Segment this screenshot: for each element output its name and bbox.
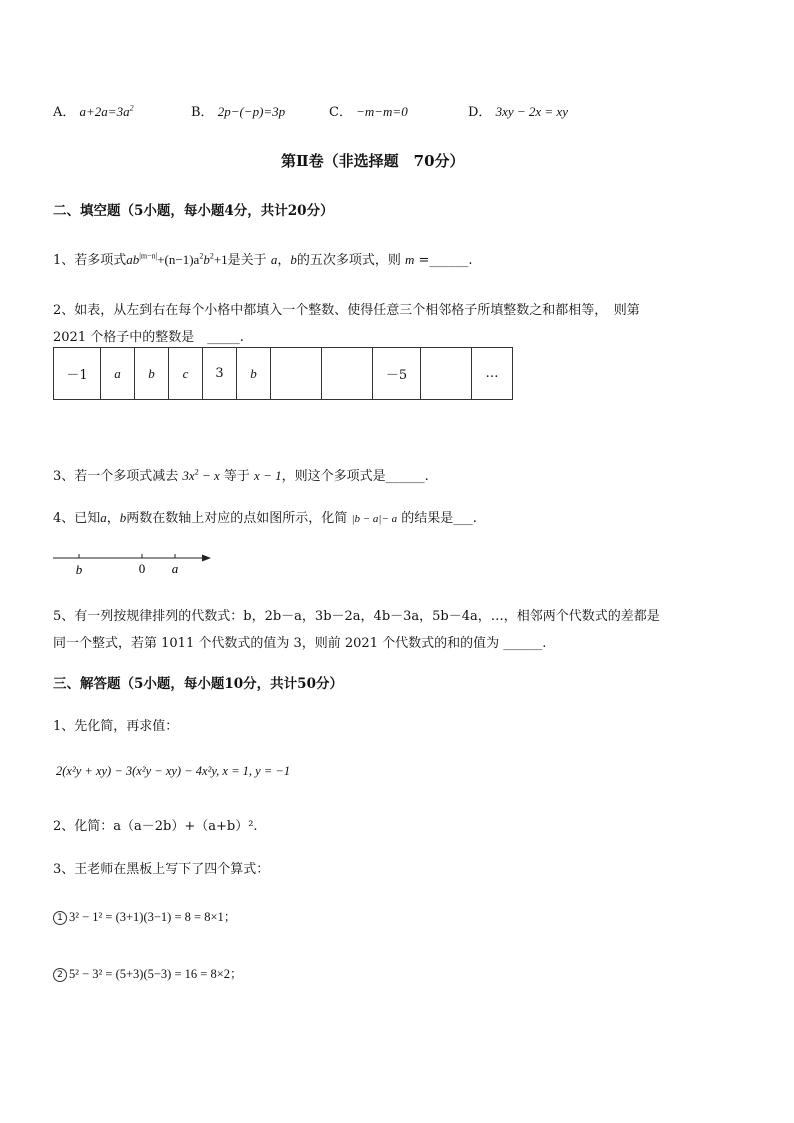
part-title: 第Ⅱ卷（非选择题 70分） <box>281 152 465 170</box>
s2-q1-var-m: m <box>404 252 415 267</box>
s2-q3-mid: 等于 <box>223 469 250 484</box>
s2-q3-expr1-tail: − x <box>198 468 220 483</box>
s2-q1-expr-a: ab <box>126 252 140 267</box>
s3-q3-item2-expr: 5² − 3² = (5+3)(5−3) = 16 = 8×2； <box>69 967 243 981</box>
s2-q3-suffix: ，则这个多项式是______. <box>281 469 429 484</box>
option-d-expr: 3xy − 2x = xy <box>495 104 568 119</box>
s2-q4-prefix: 4、已知 <box>53 511 101 526</box>
s2-q4-expr: |b − a|− a <box>351 513 398 525</box>
number-line-arrow <box>202 555 211 562</box>
option-b-label: B． <box>191 105 214 120</box>
section2-heading: 二、填空题（5小题，每小题4分，共计20分） <box>53 203 334 219</box>
s3-q1-expr: 2(x²y + xy) − 3(x²y − xy) − 4x²y, x = 1, y = −1 <box>56 764 291 778</box>
s2-q1-prefix: 1、若多项式 <box>53 253 127 268</box>
s2-q1-expr-b-mid: b <box>203 252 210 267</box>
option-d <box>468 101 568 120</box>
s2-q1-var-a: a <box>270 252 278 267</box>
s2-q1-expr-b: +(n−1)a <box>157 252 200 267</box>
s2-q1-suffix: 的五次多项式，则 <box>296 253 401 268</box>
grid-cell-2: a <box>101 348 135 400</box>
s2-q1-middle: 是关于 <box>227 253 267 268</box>
s2-q5-line2: 同一个整式，若第 1011 个代数式的值为 3，则前 2021 个代数式的和的值为 ______. <box>53 636 547 651</box>
option-c <box>329 101 408 120</box>
table-row <box>54 348 513 400</box>
s2-question-4 <box>53 507 477 526</box>
circled-number-1: 1 <box>53 911 67 925</box>
grid-cell-11: … <box>472 348 513 400</box>
s2-q3-expr2: x − 1 <box>254 468 282 483</box>
option-c-expr: −m−m=0 <box>356 104 408 119</box>
s3-q3-item-2 <box>53 964 243 982</box>
s2-question-3 <box>53 465 429 484</box>
s2-q1-expr-c: +1 <box>213 252 228 267</box>
label-b: b <box>75 562 83 577</box>
label-zero: 0 <box>138 561 146 576</box>
option-a-sup: 2 <box>129 103 134 113</box>
s3-q3-item-1 <box>53 907 236 925</box>
s2-q4-var-b: b <box>119 510 127 525</box>
grid-cell-7 <box>271 348 322 400</box>
s2-q4-mid2: 两数在数轴上对应的点如图所示，化简 <box>126 511 348 526</box>
grid-cell-8 <box>322 348 373 400</box>
grid-cell-1: －1 <box>54 348 101 400</box>
circled-number-2: 2 <box>53 968 67 982</box>
s3-q1-text: 1、先化简，再求值： <box>53 719 179 734</box>
grid-cell-5: 3 <box>203 348 237 400</box>
s2-q4-suffix: 的结果是___. <box>401 511 477 526</box>
grid-cell-4: c <box>169 348 203 400</box>
grid-cell-9: －5 <box>373 348 421 400</box>
s2-q1-tail: =______. <box>414 253 473 268</box>
s2-question-1 <box>53 249 473 268</box>
option-c-label: C． <box>329 105 352 120</box>
s2-q4-mid1: ， <box>106 511 120 526</box>
s2-q1-expr-b-sup1: 2 <box>199 251 204 261</box>
s2-q1-expr-b-sup2: 2 <box>209 251 214 261</box>
section3-heading: 三、解答题（5小题，每小题10分，共计50分） <box>53 676 343 692</box>
s2-q3-expr1: 3x <box>182 468 195 483</box>
number-line-figure <box>53 550 213 580</box>
option-a-expr: a+2a=3a <box>79 104 130 119</box>
grid-cell-3: b <box>135 348 169 400</box>
option-a <box>53 101 134 120</box>
s2-q5-line1: 5、有一列按规律排列的代数式：b，2b－a，3b－2a，4b－3a，5b－4a，…，相邻两个代数式的差都是 <box>53 609 660 624</box>
option-a-label: A． <box>53 105 76 120</box>
grid-cell-10 <box>421 348 472 400</box>
s3-q3-item1-expr: 3² − 1² = (3+1)(3−1) = 8 = 8×1； <box>69 910 237 924</box>
s2-q2-line2: 2021 个格子中的整数是 _____. <box>53 330 244 345</box>
s2-q1-var-b: b <box>290 252 297 267</box>
s2-q2-line1: 2、如表，从左到右在每个小格中都填入一个整数、使得任意三个相邻格子所填整数之和都相等， 则第 <box>53 303 640 318</box>
option-d-label: D． <box>468 105 492 120</box>
s3-q3-text: 3、王老师在黑板上写下了四个算式： <box>53 862 270 877</box>
s2-q3-prefix: 3、若一个多项式减去 <box>53 469 179 484</box>
grid-cell-6: b <box>237 348 271 400</box>
option-b-expr: 2p−(−p)=3p <box>217 104 286 119</box>
s2-q3-expr1-sup: 2 <box>194 467 199 477</box>
s3-q2-text: 2、化简：a（a－2b）+（a+b）². <box>53 819 258 834</box>
option-b <box>191 101 285 120</box>
s2-q4-var-a: a <box>100 510 107 525</box>
s2-q1-expr-a-sup: |m−n| <box>139 251 158 261</box>
s2-q1-comma: ， <box>277 253 291 268</box>
number-grid-table <box>53 347 513 400</box>
label-a: a <box>171 561 179 576</box>
